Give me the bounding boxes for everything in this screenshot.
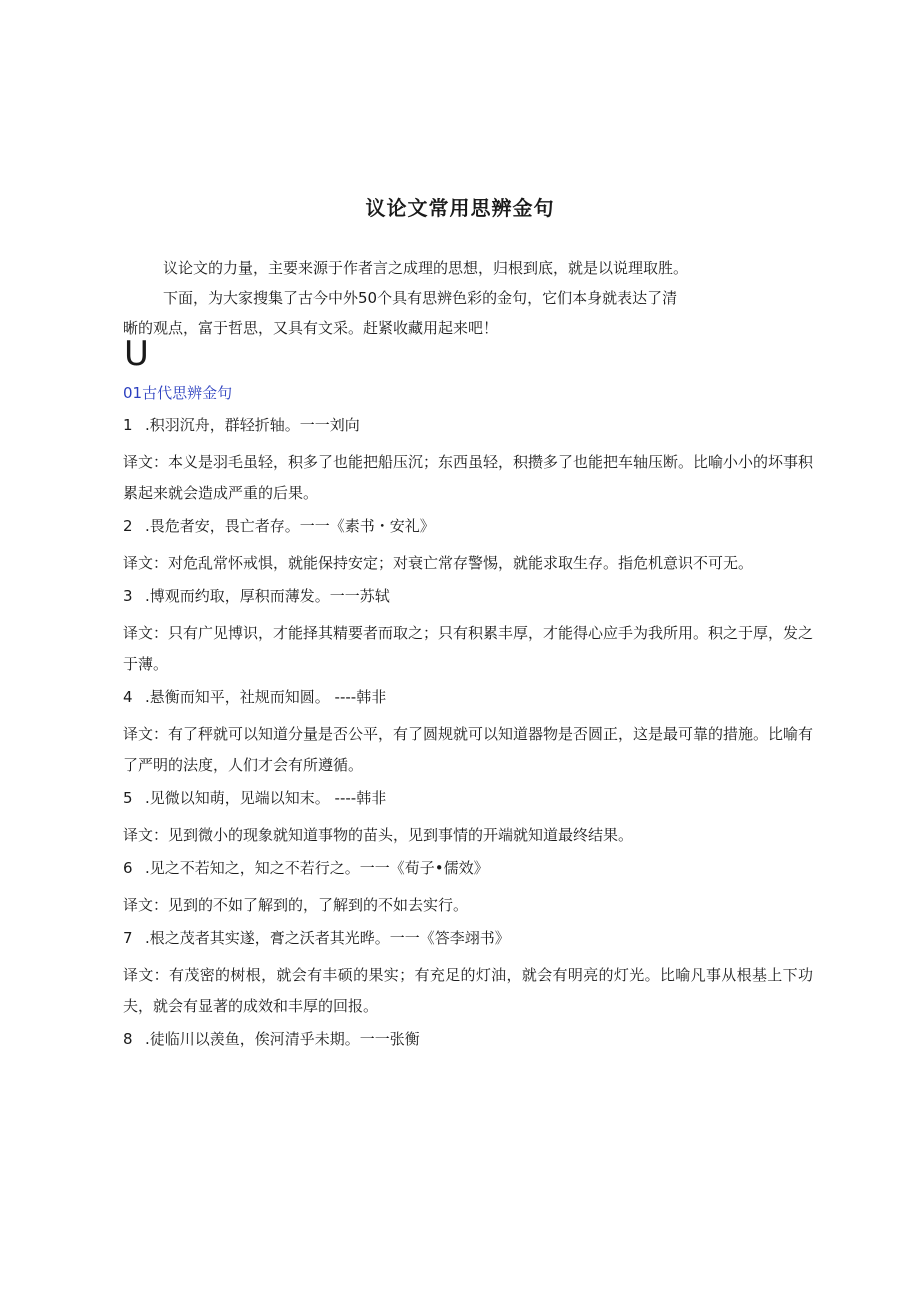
intro-paragraph-2-line-1: 下面，为大家搜集了古今中外50个具有思辨色彩的金句，它们本身就表达了清 bbox=[163, 289, 678, 307]
quote-line bbox=[123, 581, 813, 613]
list-item bbox=[123, 783, 813, 851]
translation-text: 译文：只有广见博识，才能择其精要者而取之；只有积累丰厚，才能得心应手为我所用。积之于厚，发之于薄。 bbox=[123, 624, 814, 673]
quote-text: .徒临川以羡鱼，俟河清乎未期。一一张衡 bbox=[145, 1030, 420, 1048]
list-item bbox=[123, 682, 813, 781]
document-title: 议论文常用思辨金句 bbox=[365, 196, 555, 220]
intro-paragraph-1: 议论文的力量，主要来源于作者言之成理的思想，归根到底，就是以说理取胜。 bbox=[163, 259, 689, 277]
list-item bbox=[123, 581, 813, 680]
quote-text: .畏危者安，畏亡者存。一一《素书・安礼》 bbox=[145, 517, 435, 535]
list-item bbox=[123, 1024, 813, 1056]
translation-text: 译文：有茂密的树根，就会有丰硕的果实；有充足的灯油，就会有明亮的灯光。比喻凡事从根基上下功夫，就会有显著的成效和丰厚的回报。 bbox=[123, 966, 813, 1015]
item-number: 7 bbox=[123, 929, 133, 947]
quote-line bbox=[123, 682, 813, 714]
item-number: 2 bbox=[123, 517, 133, 535]
quote-text: .见之不若知之，知之不若行之。一一《荀子•儒效》 bbox=[145, 859, 489, 877]
quote-line bbox=[123, 511, 813, 543]
item-number: 1 bbox=[123, 416, 133, 434]
item-number: 3 bbox=[123, 587, 133, 605]
quote-line bbox=[123, 783, 813, 815]
list-item bbox=[123, 511, 813, 579]
intro bbox=[123, 253, 763, 343]
translation-text: 译文：见到微小的现象就知道事物的苗头，见到事情的开端就知道最终结果。 bbox=[123, 826, 634, 844]
item-number: 6 bbox=[123, 859, 133, 877]
quote-text: .见微以知萌，见端以知末。 ----韩非 bbox=[145, 789, 387, 807]
list-item bbox=[123, 923, 813, 1022]
quote-line bbox=[123, 923, 813, 955]
translation-text: 译文：见到的不如了解到的，了解到的不如去实行。 bbox=[123, 896, 469, 914]
decorative-glyph: U bbox=[124, 334, 149, 374]
quote-list bbox=[123, 410, 813, 1056]
item-number: 4 bbox=[123, 688, 133, 706]
list-item bbox=[123, 853, 813, 921]
quote-line bbox=[123, 1024, 813, 1056]
quote-line bbox=[123, 853, 813, 885]
quote-text: .根之茂者其实遂，膏之沃者其光晔。一一《答李翊书》 bbox=[145, 929, 510, 947]
quote-text: .博观而约取，厚积而薄发。一一苏轼 bbox=[145, 587, 390, 605]
quote-line bbox=[123, 410, 813, 442]
quote-text: .积羽沉舟，群轻折轴。一一刘向 bbox=[145, 416, 360, 434]
translation-text: 译文：有了秤就可以知道分量是否公平，有了圆规就可以知道器物是否圆正，这是最可靠的措施。比喻有了严明的法度，人们才会有所遵循。 bbox=[123, 725, 814, 774]
intro-paragraph-2-line-2: 晰的观点，富于哲思，又具有文采。赶紧收藏用起来吧！ bbox=[123, 319, 499, 337]
section-heading: 01古代思辨金句 bbox=[123, 384, 233, 402]
item-number: 8 bbox=[123, 1030, 133, 1048]
translation-text: 译文：对危乱常怀戒惧，就能保持安定；对衰亡常存警惕，就能求取生存。指危机意识不可无。 bbox=[123, 554, 754, 572]
list-item bbox=[123, 410, 813, 509]
quote-text: .悬衡而知平，社规而知圆。 ----韩非 bbox=[145, 688, 387, 706]
item-number: 5 bbox=[123, 789, 133, 807]
translation-text: 译文：本义是羽毛虽轻，积多了也能把船压沉；东西虽轻，积攒多了也能把车轴压断。比喻小小的坏事积累起来就会造成严重的后果。 bbox=[123, 453, 814, 502]
